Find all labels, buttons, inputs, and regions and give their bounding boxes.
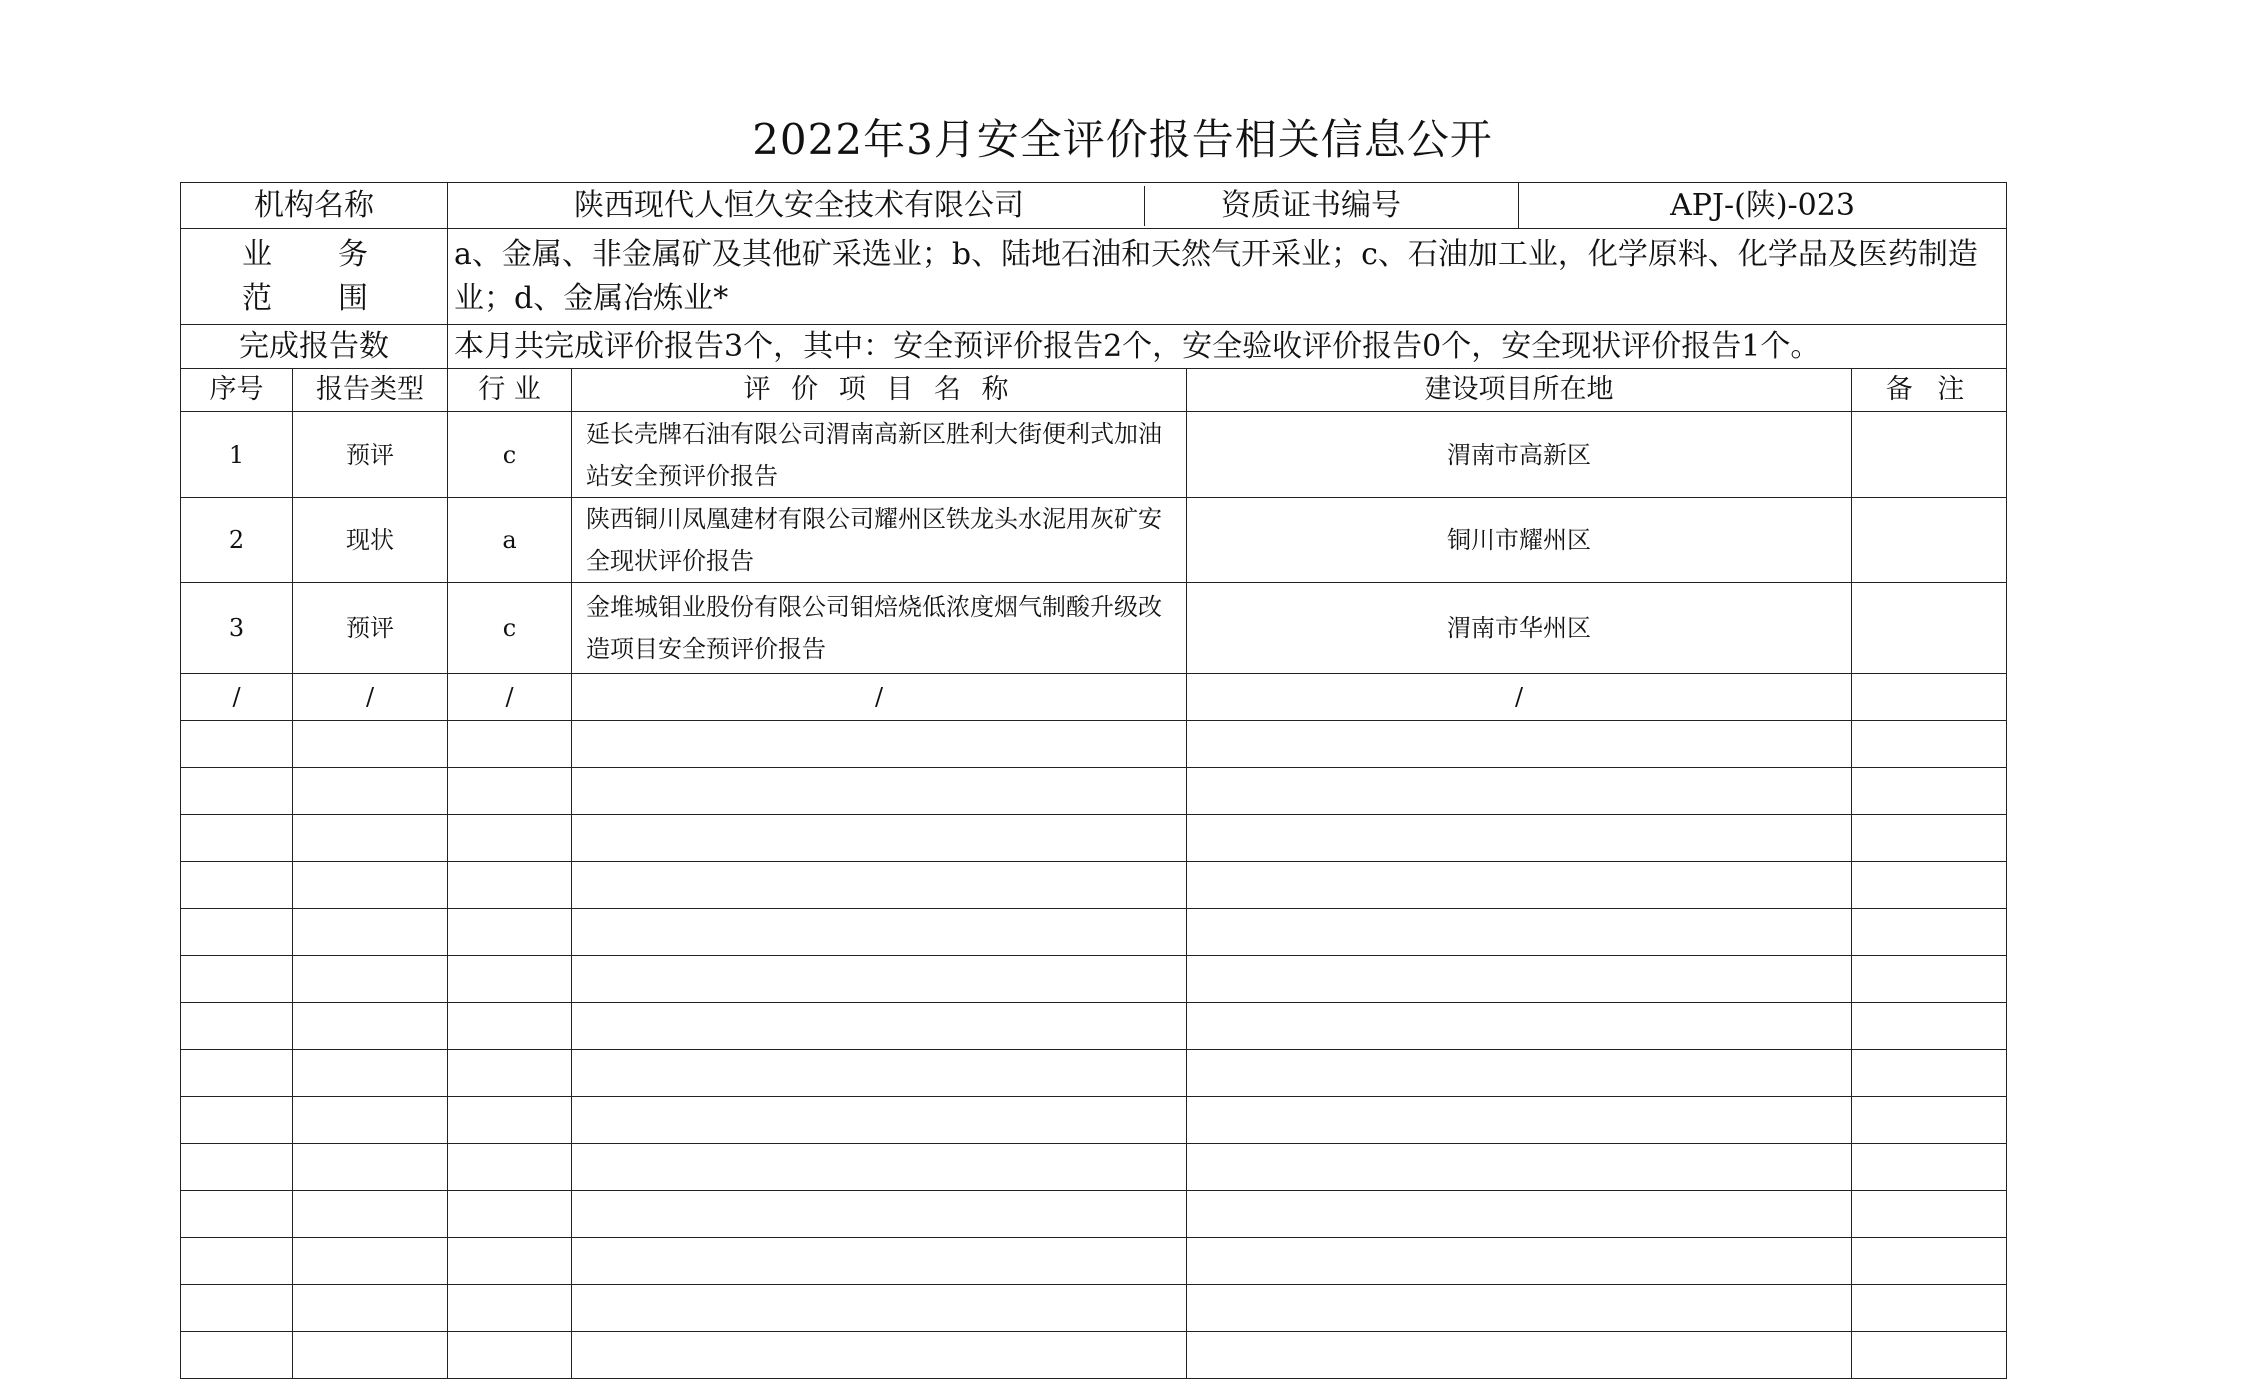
blank-cell — [1852, 1050, 2007, 1097]
blank-row — [181, 1238, 2007, 1285]
blank-cell — [181, 1285, 293, 1332]
blank-row — [181, 1191, 2007, 1238]
blank-cell — [572, 1191, 1187, 1238]
blank-cell — [448, 956, 572, 1003]
col-industry: 行 业 — [448, 369, 572, 412]
row-industry: c — [448, 412, 572, 498]
blank-cell — [1187, 1097, 1852, 1144]
reports-label: 完成报告数 — [181, 325, 448, 369]
slash-remark — [1852, 674, 2007, 721]
blank-cell — [572, 721, 1187, 768]
row-seq: 1 — [181, 412, 293, 498]
blank-cell — [448, 721, 572, 768]
blank-cell — [1187, 768, 1852, 815]
blank-cell — [1852, 862, 2007, 909]
blank-row — [181, 1332, 2007, 1379]
table-row — [181, 498, 2007, 583]
blank-cell — [181, 862, 293, 909]
blank-cell — [1187, 1050, 1852, 1097]
blank-row — [181, 815, 2007, 862]
report-table — [180, 182, 2007, 1379]
blank-cell — [572, 1238, 1187, 1285]
blank-row — [181, 1003, 2007, 1050]
blank-cell — [1852, 1097, 2007, 1144]
page-title: 2022年3月安全评价报告相关信息公开 — [752, 115, 1493, 164]
org-name — [448, 183, 1519, 229]
blank-cell — [1852, 1191, 2007, 1238]
blank-cell — [448, 1332, 572, 1379]
blank-cell — [181, 1003, 293, 1050]
org-label: 机构名称 — [181, 183, 448, 229]
blank-cell — [293, 956, 448, 1003]
blank-cell — [1187, 1332, 1852, 1379]
reports-row — [181, 325, 2007, 369]
blank-cell — [181, 1191, 293, 1238]
blank-cell — [293, 768, 448, 815]
row-seq: 2 — [181, 498, 293, 583]
reports-value: 本月共完成评价报告3个，其中：安全预评价报告2个，安全验收评价报告0个，安全现状评价报告1个。 — [448, 325, 2007, 369]
blank-row — [181, 909, 2007, 956]
row-remark — [1852, 412, 2007, 498]
cert-label: 资质证书编号 — [1144, 186, 1477, 226]
blank-cell — [293, 815, 448, 862]
blank-cell — [1187, 721, 1852, 768]
row-industry: c — [448, 583, 572, 674]
blank-cell — [293, 1003, 448, 1050]
blank-cell — [1852, 1003, 2007, 1050]
blank-cell — [1187, 862, 1852, 909]
slash-row — [181, 674, 2007, 721]
blank-cell — [1187, 1285, 1852, 1332]
business-row — [181, 229, 2007, 325]
blank-cell — [1852, 1238, 2007, 1285]
blank-cell — [181, 768, 293, 815]
blank-cell — [1187, 956, 1852, 1003]
blank-cell — [448, 1144, 572, 1191]
blank-cell — [293, 1097, 448, 1144]
blank-cell — [181, 909, 293, 956]
slash-type: / — [293, 674, 448, 721]
row-remark — [1852, 498, 2007, 583]
blank-cell — [572, 956, 1187, 1003]
blank-cell — [1187, 1191, 1852, 1238]
blank-cell — [293, 1191, 448, 1238]
blank-cell — [448, 815, 572, 862]
blank-row — [181, 721, 2007, 768]
col-remark: 备 注 — [1852, 369, 2007, 412]
blank-cell — [572, 1285, 1187, 1332]
blank-cell — [572, 815, 1187, 862]
row-location: 铜川市耀州区 — [1187, 498, 1852, 583]
blank-cell — [572, 1144, 1187, 1191]
blank-row — [181, 768, 2007, 815]
blank-cell — [181, 1332, 293, 1379]
blank-cell — [181, 815, 293, 862]
table-row — [181, 412, 2007, 498]
blank-cell — [1187, 1003, 1852, 1050]
blank-cell — [572, 1097, 1187, 1144]
blank-cell — [448, 1285, 572, 1332]
blank-cell — [448, 1191, 572, 1238]
blank-cell — [572, 768, 1187, 815]
col-type: 报告类型 — [293, 369, 448, 412]
table-row — [181, 583, 2007, 674]
blank-cell — [448, 1050, 572, 1097]
blank-cell — [1852, 1332, 2007, 1379]
blank-cell — [448, 1238, 572, 1285]
blank-cell — [181, 1050, 293, 1097]
blank-cell — [1852, 768, 2007, 815]
org-value: 陕西现代人恒久安全技术有限公司 — [574, 187, 1024, 223]
blank-cell — [181, 721, 293, 768]
blank-cell — [293, 1285, 448, 1332]
col-seq: 序号 — [181, 369, 293, 412]
row-industry: a — [448, 498, 572, 583]
slash-industry: / — [448, 674, 572, 721]
blank-cell — [181, 956, 293, 1003]
blank-cell — [1852, 1285, 2007, 1332]
row-location: 渭南市华州区 — [1187, 583, 1852, 674]
blank-row — [181, 1285, 2007, 1332]
row-type: 预评 — [293, 412, 448, 498]
blank-cell — [1852, 721, 2007, 768]
row-project: 延长壳牌石油有限公司渭南高新区胜利大街便利式加油站安全预评价报告 — [572, 412, 1187, 498]
blank-cell — [1852, 1144, 2007, 1191]
row-type: 预评 — [293, 583, 448, 674]
blank-cell — [572, 1332, 1187, 1379]
blank-cell — [1852, 909, 2007, 956]
blank-row — [181, 862, 2007, 909]
blank-cell — [1852, 815, 2007, 862]
blank-cell — [181, 1144, 293, 1191]
col-location: 建设项目所在地 — [1187, 369, 1852, 412]
blank-cell — [181, 1097, 293, 1144]
blank-cell — [1852, 956, 2007, 1003]
blank-cell — [1187, 1238, 1852, 1285]
business-label-line2: 范 围 — [242, 280, 386, 316]
blank-cell — [1187, 815, 1852, 862]
blank-cell — [293, 862, 448, 909]
blank-cell — [448, 1097, 572, 1144]
org-row — [181, 183, 2007, 229]
row-remark — [1852, 583, 2007, 674]
blank-cell — [181, 1238, 293, 1285]
row-project: 金堆城钼业股份有限公司钼焙烧低浓度烟气制酸升级改造项目安全预评价报告 — [572, 583, 1187, 674]
row-seq: 3 — [181, 583, 293, 674]
blank-row — [181, 1097, 2007, 1144]
blank-cell — [572, 1050, 1187, 1097]
blank-cell — [1187, 1144, 1852, 1191]
slash-project: / — [572, 674, 1187, 721]
blank-row — [181, 1144, 2007, 1191]
blank-cell — [572, 909, 1187, 956]
blank-cell — [448, 862, 572, 909]
business-value: a、金属、非金属矿及其他矿采选业；b、陆地石油和天然气开采业；c、石油加工业，化学原料、化学品及医药制造业；d、金属冶炼业* — [448, 229, 2007, 325]
col-project: 评 价 项 目 名 称 — [572, 369, 1187, 412]
blank-cell — [293, 1238, 448, 1285]
blank-cell — [448, 768, 572, 815]
column-header-row — [181, 369, 2007, 412]
blank-cell — [572, 1003, 1187, 1050]
blank-cell — [293, 1144, 448, 1191]
blank-row — [181, 956, 2007, 1003]
blank-cell — [293, 1332, 448, 1379]
blank-cell — [572, 862, 1187, 909]
row-type: 现状 — [293, 498, 448, 583]
blank-row — [181, 1050, 2007, 1097]
row-location: 渭南市高新区 — [1187, 412, 1852, 498]
business-label — [181, 229, 448, 325]
blank-cell — [293, 1050, 448, 1097]
blank-cell — [1187, 909, 1852, 956]
blank-cell — [448, 909, 572, 956]
blank-cell — [448, 1003, 572, 1050]
blank-cell — [293, 909, 448, 956]
slash-seq: / — [181, 674, 293, 721]
cert-value: APJ-(陕)-023 — [1519, 183, 2007, 229]
row-project: 陕西铜川凤凰建材有限公司耀州区铁龙头水泥用灰矿安全现状评价报告 — [572, 498, 1187, 583]
blank-cell — [293, 721, 448, 768]
slash-location: / — [1187, 674, 1852, 721]
business-label-line1: 业 务 — [242, 236, 386, 272]
